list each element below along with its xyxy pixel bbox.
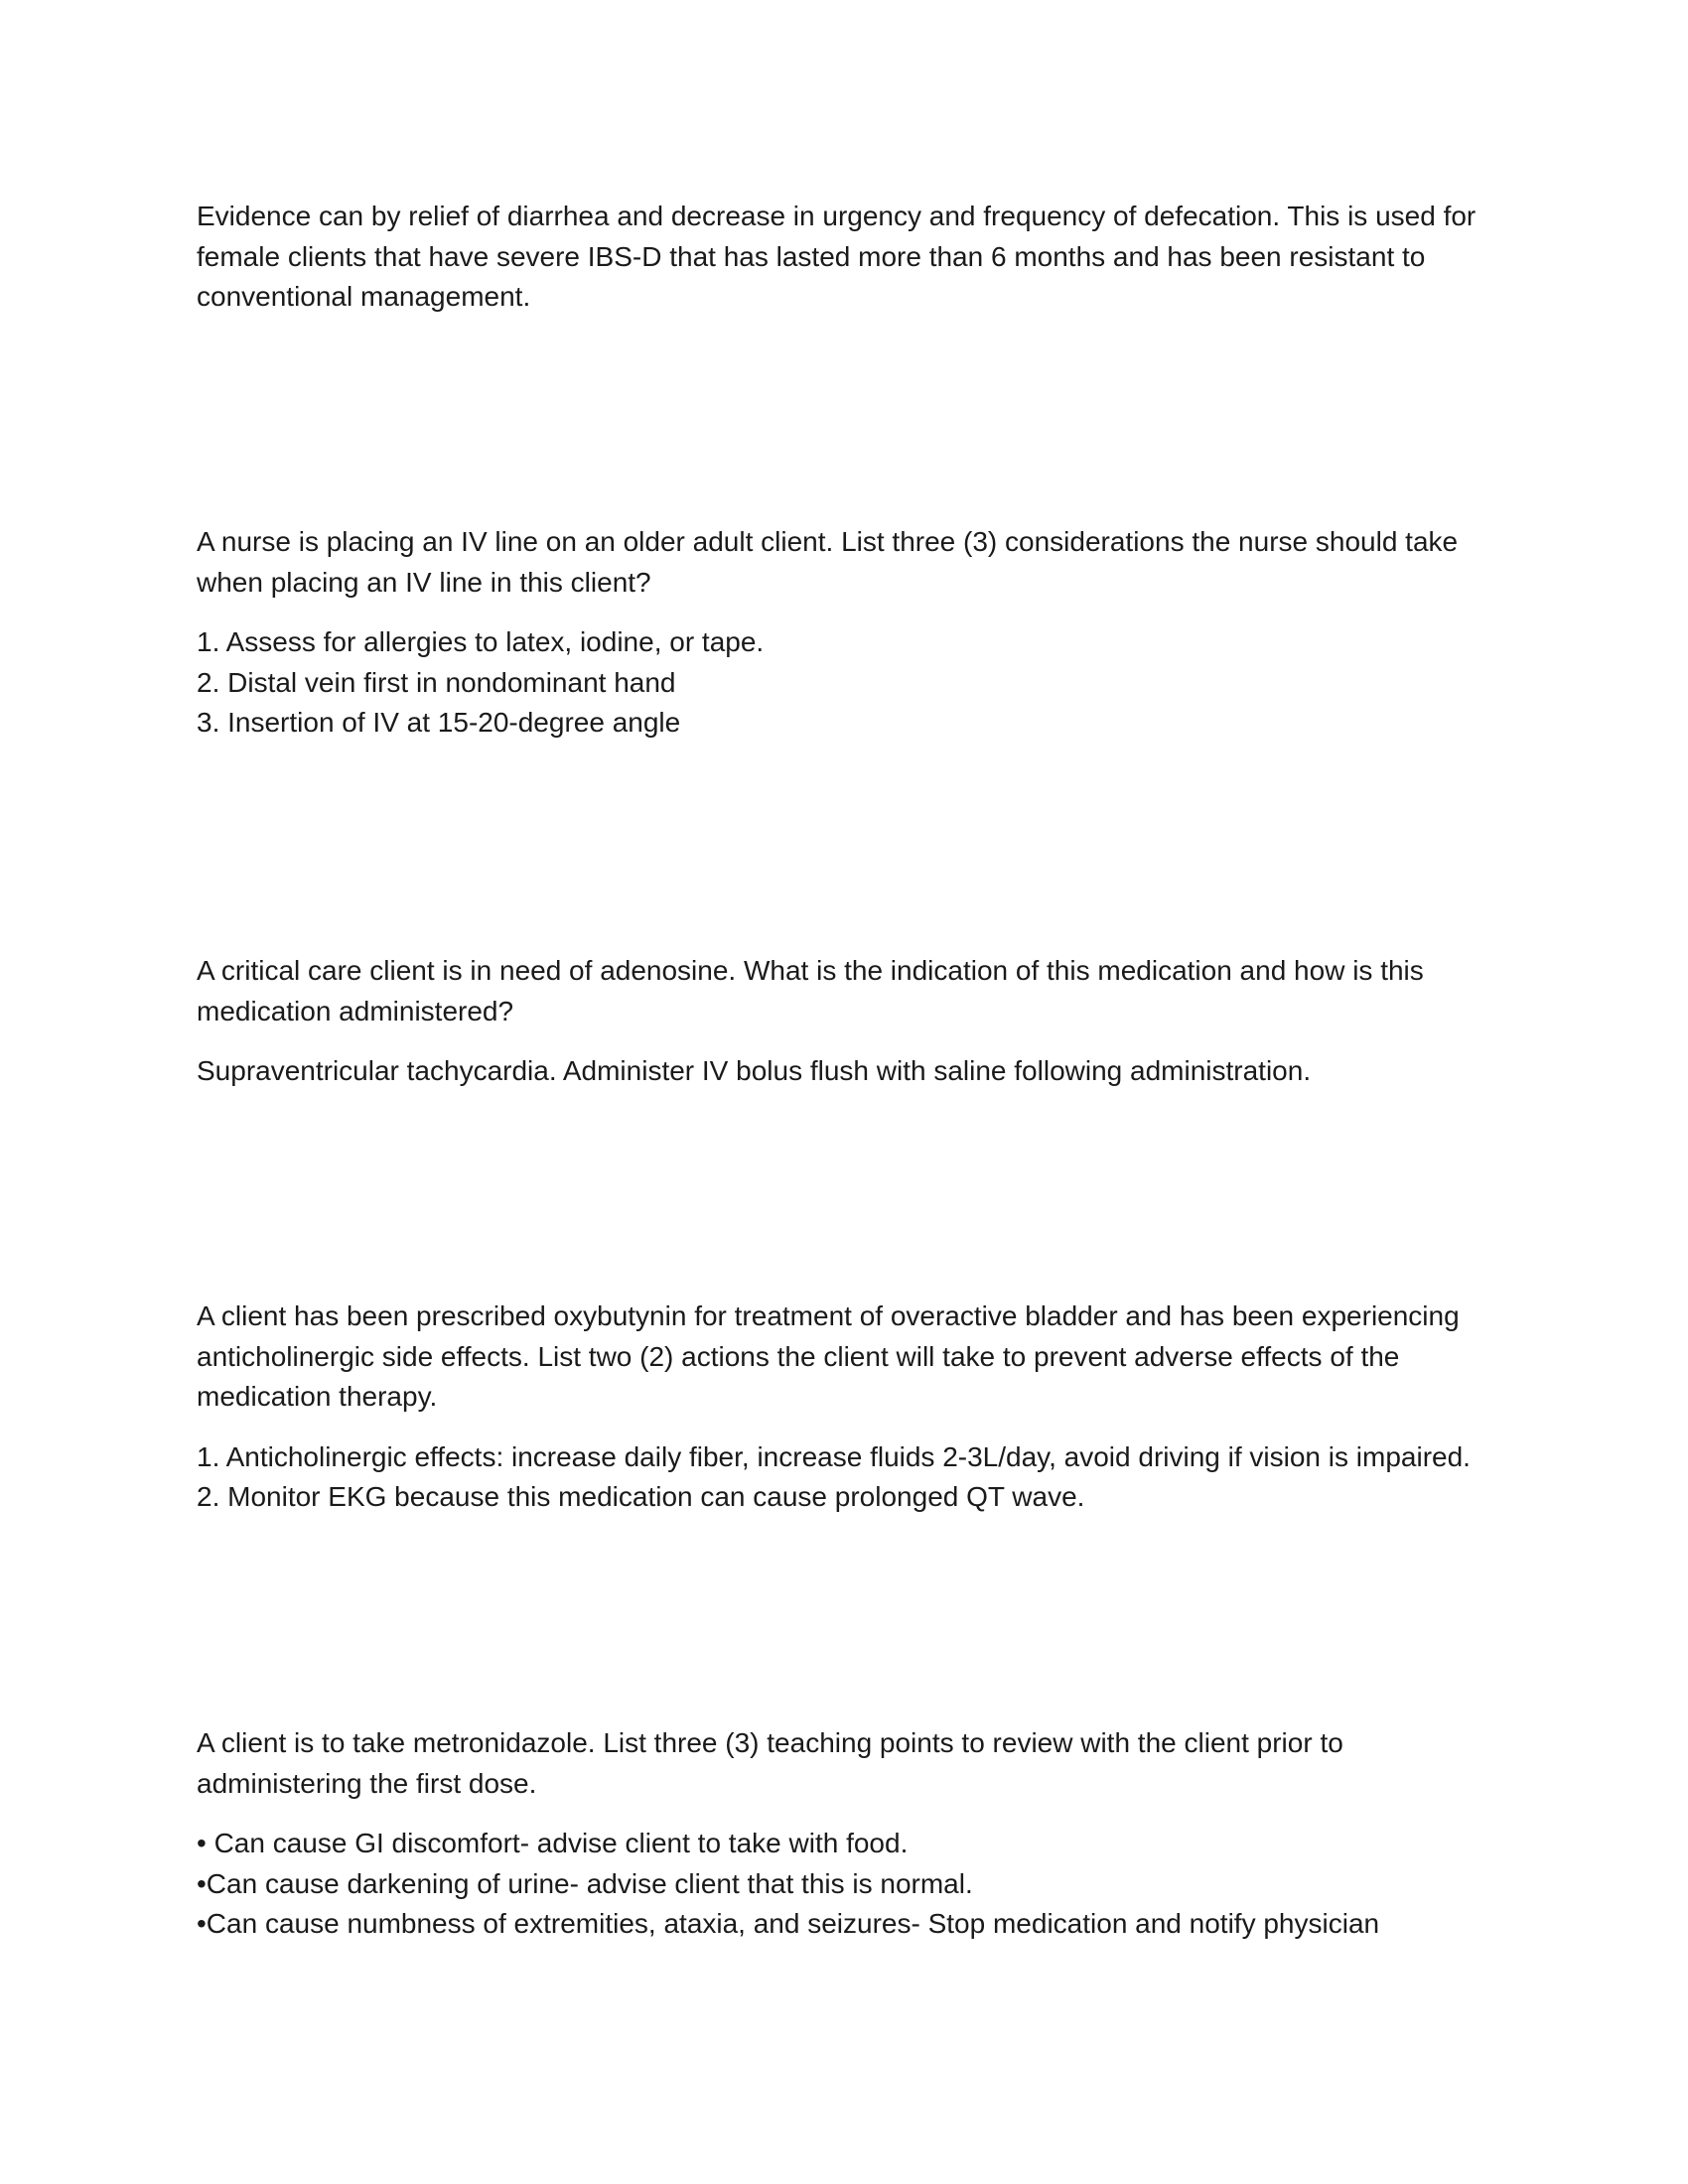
answer-item: 1. Assess for allergies to latex, iodine, or tape. — [197, 626, 765, 657]
answer-item: 2. Monitor EKG because this medication can cause prolonged QT wave. — [197, 1481, 1085, 1512]
answer-list — [197, 1437, 1507, 1518]
question-text: A client has been prescribed oxybutynin for treatment of overactive bladder and has been experiencing anticholinergic side effects. List two (2) actions the client will take to prevent adverse effects of the medication therapy. — [197, 1300, 1460, 1412]
section-oxybutynin — [197, 1297, 1507, 1518]
answer-item: •Can cause numbness of extremities, ataxia, and seizures- Stop medication and notify physician — [197, 1908, 1380, 1939]
section-metronidazole — [197, 1723, 1507, 1945]
answer-item: 2. Distal vein first in nondominant hand — [197, 666, 676, 698]
answer-item: • Can cause GI discomfort- advise client to take with food. — [197, 1828, 909, 1858]
section-adenosine — [197, 951, 1507, 1092]
question-text: A client is to take metronidazole. List three (3) teaching points to review with the client prior to administering the first dose. — [197, 1727, 1343, 1799]
answer-item: Supraventricular tachycardia. Administer IV bolus flush with saline following administration. — [197, 1055, 1312, 1086]
answer-item: 1. Anticholinergic effects: increase daily fiber, increase fluids 2-3L/day, avoid driving if vision is impaired. — [197, 1440, 1471, 1472]
answer-item: 3. Insertion of IV at 15-20-degree angle — [197, 707, 681, 738]
question-text: A nurse is placing an IV line on an older adult client. List three (3) considerations the nurse should take when placing an IV line in this client? — [197, 526, 1459, 598]
section-text: Evidence can by relief of diarrhea and decrease in urgency and frequency of defecation. This is used for female clients that have severe IBS-D that has lasted more than 6 months and has been resistant to conventional management. — [197, 201, 1477, 312]
answer-item: •Can cause darkening of urine- advise client that this is normal. — [197, 1867, 973, 1899]
answer-list — [197, 1824, 1507, 1945]
section-ibs-d — [197, 197, 1507, 318]
section-iv-line — [197, 522, 1507, 744]
answer-list — [197, 622, 1507, 744]
answer-list — [197, 1051, 1507, 1092]
question-text: A critical care client is in need of adenosine. What is the indication of this medication and how is this medication administered? — [197, 955, 1424, 1026]
